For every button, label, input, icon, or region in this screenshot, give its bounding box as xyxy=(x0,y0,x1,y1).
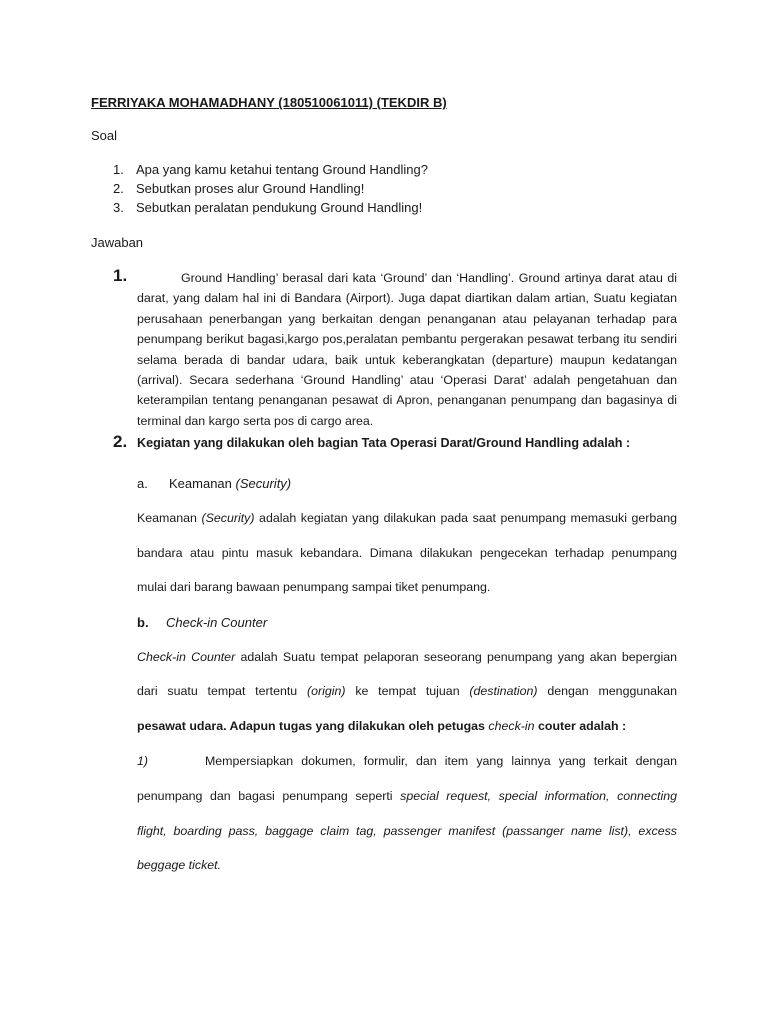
security-line-1: Keamanan (Security) adalah kegiatan yang dilakukan pada saat penumpang memasuki gerbang xyxy=(137,511,677,525)
soal-heading: Soal xyxy=(91,128,118,143)
question-text: Sebutkan proses alur Ground Handling! xyxy=(136,181,365,196)
checkin-item-1-line-2: penumpang dan bagasi penumpang seperti special request, special information, connecting xyxy=(137,789,677,803)
sub-item-title: Check-in Counter xyxy=(166,615,268,630)
security-line-2: bandara atau pintu masuk kebandara. Dimana dilakukan pengecekan terhadap penumpang xyxy=(137,546,677,560)
answer-1-text: Ground Handling’ berasal dari kata ‘Ground’ dan ‘Handling’. Ground artinya darat atau di darat, yang dalam hal ini di Bandara (Airport). Juga dapat diartikan dalam artian, Suatu kegiatan perusahaan penerbangan yang berkaitan dengan penanganan atau pelayanan terhadap para penumpang berikut bagasi,kargo pos,peralatan pembantu pergerakan pesawat terbang itu sendiri selama berada di bandar udara, baik untuk keberangkatan (departure) maupun kedatangan (arrival). Secara sederhana ‘Ground Handling’ atau ‘Operasi Darat’ adalah pengetahuan dan keterampilan tentang penanganan pesawat di Apron, penanganan penumpang dan bagasinya di terminal dan kargo serta pos di cargo area. xyxy=(137,271,677,428)
answer-number: 2. xyxy=(113,432,128,451)
sub-item-label: a. xyxy=(137,476,148,491)
question-number: 2. xyxy=(113,181,124,196)
answer-2-intro: Kegiatan yang dilakukan oleh bagian Tata Operasi Darat/Ground Handling adalah : xyxy=(137,436,631,450)
checkin-item-1-line-3: flight, boarding pass, baggage claim tag, passenger manifest (passanger name list), excess xyxy=(137,824,677,838)
checkin-line-1: Check-in Counter adalah Suatu tempat pelaporan seseorang penumpang yang akan bepergian xyxy=(137,650,677,664)
security-line-3: mulai dari barang bawaan penumpang sampai tiket penumpang. xyxy=(137,580,491,594)
sub-item-label: b. xyxy=(137,615,149,630)
jawaban-heading: Jawaban xyxy=(91,235,144,250)
question-text: Sebutkan peralatan pendukung Ground Handling! xyxy=(136,200,423,215)
checkin-item-1-line-1: 1) Mempersiapkan dokumen, formulir, dan item yang lainnya yang terkait dengan xyxy=(137,754,677,768)
question-number: 1. xyxy=(113,162,124,177)
question-number: 3. xyxy=(113,200,124,215)
answer-number: 1. xyxy=(113,266,128,285)
question-text: Apa yang kamu ketahui tentang Ground Handling? xyxy=(136,162,428,177)
answer-1-paragraph xyxy=(137,268,677,431)
checkin-line-3: pesawat udara. Adapun tugas yang dilakukan oleh petugas check-in couter adalah : xyxy=(137,719,627,733)
sub-item-title: Keamanan (Security) xyxy=(169,476,292,491)
page-title: FERRIYAKA MOHAMADHANY (180510061011) (TEKDIR B) xyxy=(91,95,447,110)
checkin-item-1-line-4: beggage ticket. xyxy=(137,858,222,872)
checkin-line-2: dari suatu tempat tertentu (origin) ke tempat tujuan (destination) dengan menggunakan xyxy=(137,684,677,698)
